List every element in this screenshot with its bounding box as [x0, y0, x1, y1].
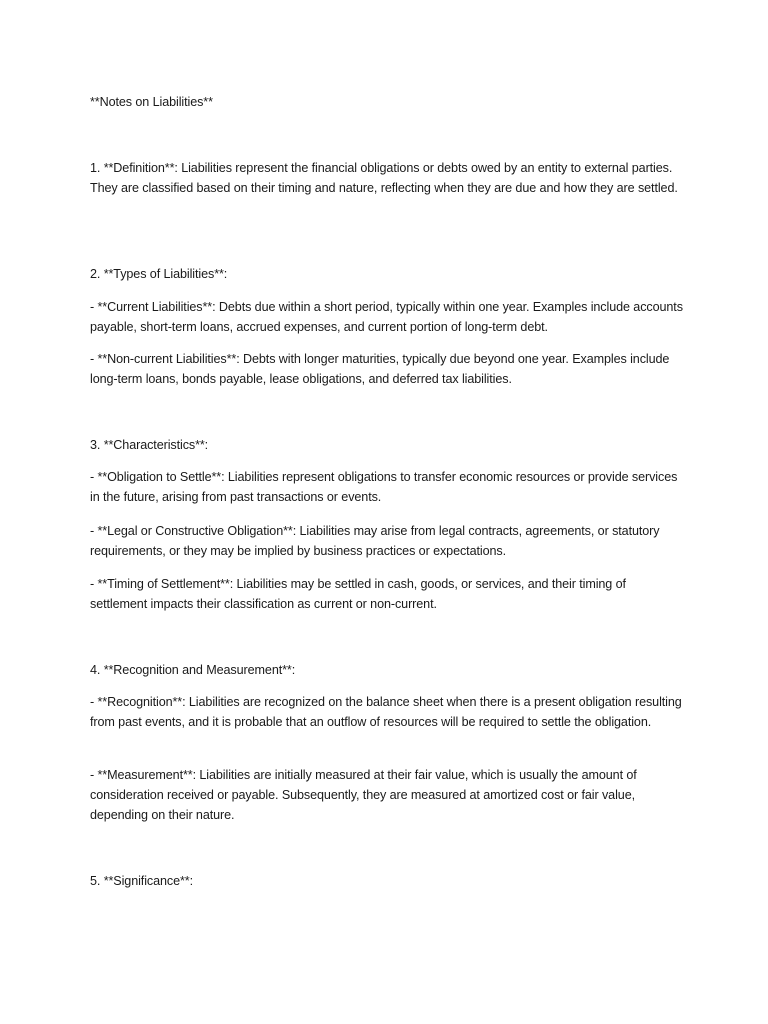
types-heading: 2. **Types of Liabilities**:	[90, 267, 228, 281]
measurement-paragraph: - **Measurement**: Liabilities are initially measured at their fair value, which is usually the amount of consideration received or payable. Subsequently, they are measured at amortized cost or fair value, depending on their nature.	[90, 768, 637, 823]
legal-obligation-paragraph: - **Legal or Constructive Obligation**: Liabilities may arise from legal contracts, agreements, or statutory requirements, or they may be implied by business practices or expectations.	[90, 524, 660, 559]
obligation-to-settle-paragraph: - **Obligation to Settle**: Liabilities represent obligations to transfer economic resources or provide services in the future, arising from past transactions or events.	[90, 470, 678, 505]
timing-of-settlement-paragraph: - **Timing of Settlement**: Liabilities may be settled in cash, goods, or services, and their timing of settlement impacts their classification as current or non-current.	[90, 577, 626, 612]
recognition-heading: 4. **Recognition and Measurement**:	[90, 663, 296, 677]
current-liabilities-paragraph: - **Current Liabilities**: Debts due within a short period, typically within one year. Examples include accounts payable, short-term loans, accrued expenses, and current portion of long-term debt.	[90, 300, 683, 335]
document-title: **Notes on Liabilities**	[90, 95, 213, 109]
significance-heading: 5. **Significance**:	[90, 874, 194, 888]
noncurrent-liabilities-paragraph: - **Non-current Liabilities**: Debts with longer maturities, typically due beyond one year. Examples include long-term loans, bonds payable, lease obligations, and deferred tax liabilities.	[90, 352, 670, 387]
definition-paragraph: 1. **Definition**: Liabilities represent the financial obligations or debts owed by an entity to external parties. They are classified based on their timing and nature, reflecting when they are due and how they are settled.	[90, 161, 678, 196]
characteristics-heading: 3. **Characteristics**:	[90, 438, 209, 452]
recognition-paragraph: - **Recognition**: Liabilities are recognized on the balance sheet when there is a present obligation resulting from past events, and it is probable that an outflow of resources will be required to settle the obligation.	[90, 695, 682, 730]
